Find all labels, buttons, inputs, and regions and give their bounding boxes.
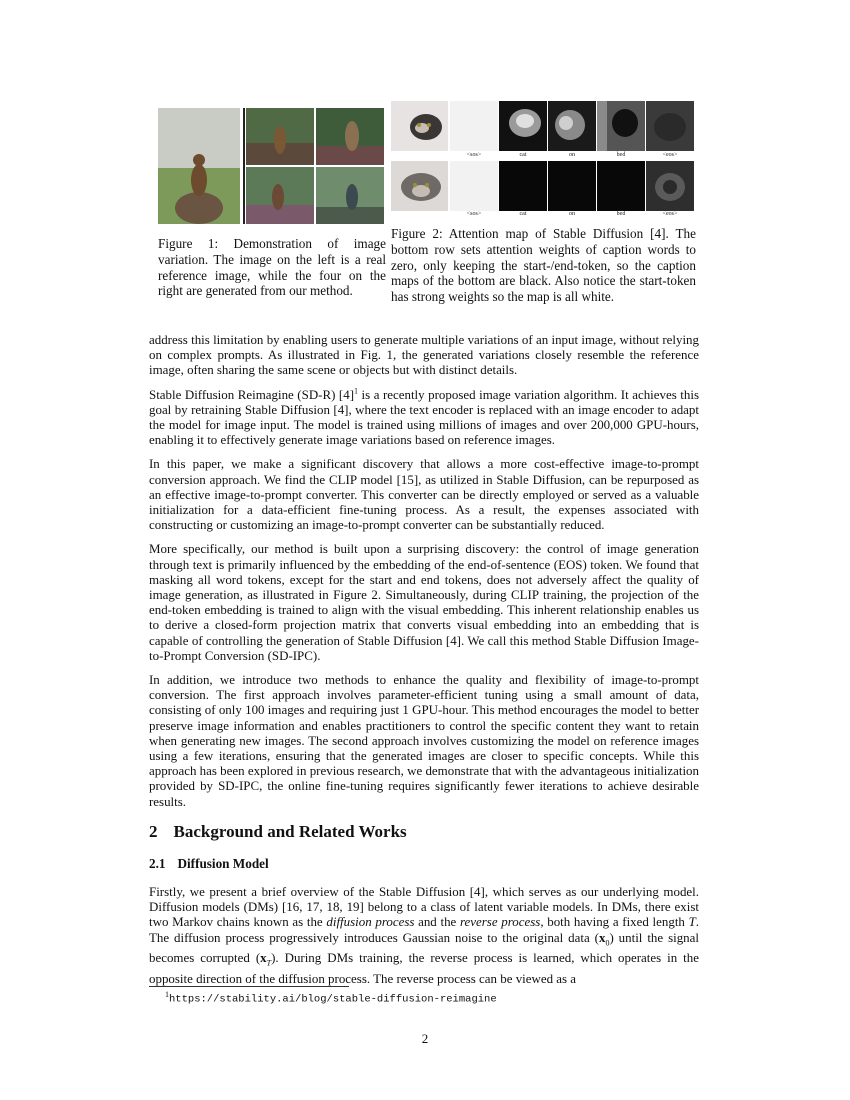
token-label-on-bottom: on — [569, 211, 575, 217]
token-label-sos-bottom: <sos> — [466, 211, 482, 217]
generated-image-4 — [316, 167, 384, 224]
p6-diffusion-process: diffusion process — [326, 914, 415, 930]
paragraph-3: In this paper, we make a significant discovery that allows a more cost-effective image-to-prompt conversion approach. We find the CLIP model [15], as utilized in Stable Diffusion, can be repurposed as an effective image-to-prompt converter. This converter can be directly employed or served as a valuable initialization for a data-efficient fine-tuning process. As a result, the expenses associated with constructing or customizing an image-to-prompt converter can be substantially reduced. — [149, 456, 699, 533]
figure1-caption: Figure 1: Demonstration of image variation. The image on the left is a real reference image, while the four on the right are generated from our method. — [158, 236, 386, 299]
generated-image-2 — [316, 108, 384, 165]
footnote — [165, 990, 497, 1006]
paragraph-6 — [149, 884, 699, 986]
token-label-eos-top: <eos> — [662, 152, 678, 158]
paragraph-2-start: Stable Diffusion Reimagine (SD-R) [4] — [149, 386, 355, 402]
attn-map-bed-top — [597, 101, 645, 151]
p6-symbol-xT: x — [260, 950, 267, 966]
figure1-divider — [243, 108, 245, 224]
body-text — [149, 332, 699, 818]
reference-image-dog — [158, 108, 240, 224]
p6-subscript-T-text: T — [266, 958, 272, 968]
p6-text-b: and the — [414, 914, 460, 930]
footnote-rule — [149, 986, 349, 987]
attn-map-on-top — [548, 101, 596, 151]
attn-map-bed-bottom — [597, 161, 645, 211]
p6-text-d: . The diffusion process progressively introduces Gaussian noise to the original data ( — [149, 914, 700, 945]
figure2-caption: Figure 2: Attention map of Stable Diffusion [4]. The bottom row sets attention weights of caption words to zero, only keeping the start-/end-token, so the caption maps of the bottom are black. Also notice the start-token has strong weights so the map is all white. — [391, 226, 696, 305]
p6-text-e: ) until the signal becomes corrupted ( — [149, 929, 699, 966]
page-number: 2 — [421, 1031, 429, 1046]
token-label-cat-bottom: cat — [519, 211, 527, 217]
token-label-bed-top: bed — [616, 152, 626, 158]
generated-image-3 — [246, 167, 314, 224]
token-label-bed-bottom: bed — [616, 211, 626, 217]
attn-map-on-bottom — [548, 161, 596, 211]
figure1-images — [158, 108, 384, 224]
figure2-attention-maps — [391, 101, 695, 217]
footnote-ref[interactable]: 1 — [354, 386, 359, 396]
token-label-eos-bottom: <eos> — [662, 211, 678, 217]
token-label-cat-top: cat — [519, 152, 527, 158]
attn-map-cat-top — [499, 101, 547, 151]
footnote-mark: 1 — [165, 990, 169, 999]
section-title: Background and Related Works — [173, 822, 407, 841]
attn-map-eos-top — [646, 101, 694, 151]
subsection-heading — [149, 856, 269, 872]
p6-text-a: Firstly, we present a brief overview of the Stable Diffusion [4], which serves as our underlying model. Diffusion models (DMs) [16, 17, 18, 19] belong to a class of latent variable models. In DMs, there exist two Markov chains known as the — [149, 884, 699, 930]
cat-image-bottom — [391, 161, 448, 211]
generated-image-1 — [246, 108, 314, 165]
attn-map-cat-bottom — [499, 161, 547, 211]
section-heading — [149, 822, 407, 842]
paragraph-2-rest: is a recently proposed image variation algorithm. It achieves this goal by retraining Stable Diffusion [4], where the text encoder is replaced with an image encoder to adapt the model for image input. The model is trained using millions of images and over 200,000 GPU-hours, enabling it to effectively generate image variations based on reference images. — [149, 386, 699, 448]
subsection-title: Diffusion Model — [177, 856, 269, 871]
cat-image-top — [391, 101, 448, 151]
p6-subscript-0: 0 — [605, 938, 610, 948]
attn-map-sos-bottom — [450, 161, 498, 211]
p6-text-f: ). During DMs training, the reverse process is learned, which operates in the opposite direction of the diffusion process. The reverse process can be viewed as a — [149, 950, 699, 987]
token-label-sos-top: <sos> — [466, 152, 482, 158]
paragraph-4: More specifically, our method is built upon a surprising discovery: the control of image generation through text is primarily influenced by the embedding of the end-of-sentence (EOS) token. We found that masking all word tokens, except for the start and end tokens, does not adversely affect the quality of image generation, as illustrated in Figure 2. Simultaneously, during CLIP training, the projection of the end-token embedding is trained to align with the visual embedding. This inherent relationship enables us to derive a closed-form projection matrix that converts visual embedding into an embedding that is capable of controlling the generation of Stable Diffusion [4]. We call this method Stable Diffusion Image-to-Prompt Conversion (SD-IPC). — [149, 541, 699, 663]
paragraph-2 — [149, 387, 699, 448]
p6-symbol-T: T — [688, 914, 696, 930]
attn-map-sos-top — [450, 101, 498, 151]
footnote-url[interactable]: https://stability.ai/blog/stable-diffusion-reimagine — [169, 993, 497, 1006]
attn-map-eos-bottom — [646, 161, 694, 211]
p6-symbol-x0: x — [598, 929, 606, 945]
paragraph-1: address this limitation by enabling users to generate multiple variations of an input image, without relying on complex prompts. As illustrated in Fig. 1, the generated variations closely resemble the reference image, often sharing the same scene or objects but with distinct details. — [149, 332, 699, 378]
section-body — [149, 884, 699, 995]
paragraph-5: In addition, we introduce two methods to enhance the quality and flexibility of image-to-prompt conversion. The first approach involves parameter-efficient tuning using a small amount of data, consisting of only 100 images and requiring just 1 GPU-hour. This method encourages the model to better preserve image information and enables practitioners to control the specific content they want to retain when generating new images. The second approach involves customizing the model on reference images using a few iterations, ensuring that the generated images are closer to specific concepts. While this approach has been explored in previous research, we demonstrate that with the advantageous initialization provided by SD-IPC, the online fine-tuning requires significantly fewer iterations to achieve desirable results. — [149, 672, 699, 809]
p6-text-c: , both having a fixed length — [540, 914, 689, 930]
subsection-number: 2.1 — [149, 856, 166, 871]
token-label-on-top: on — [569, 152, 575, 158]
p6-reverse-process: reverse process — [459, 914, 541, 930]
section-number: 2 — [149, 822, 158, 841]
